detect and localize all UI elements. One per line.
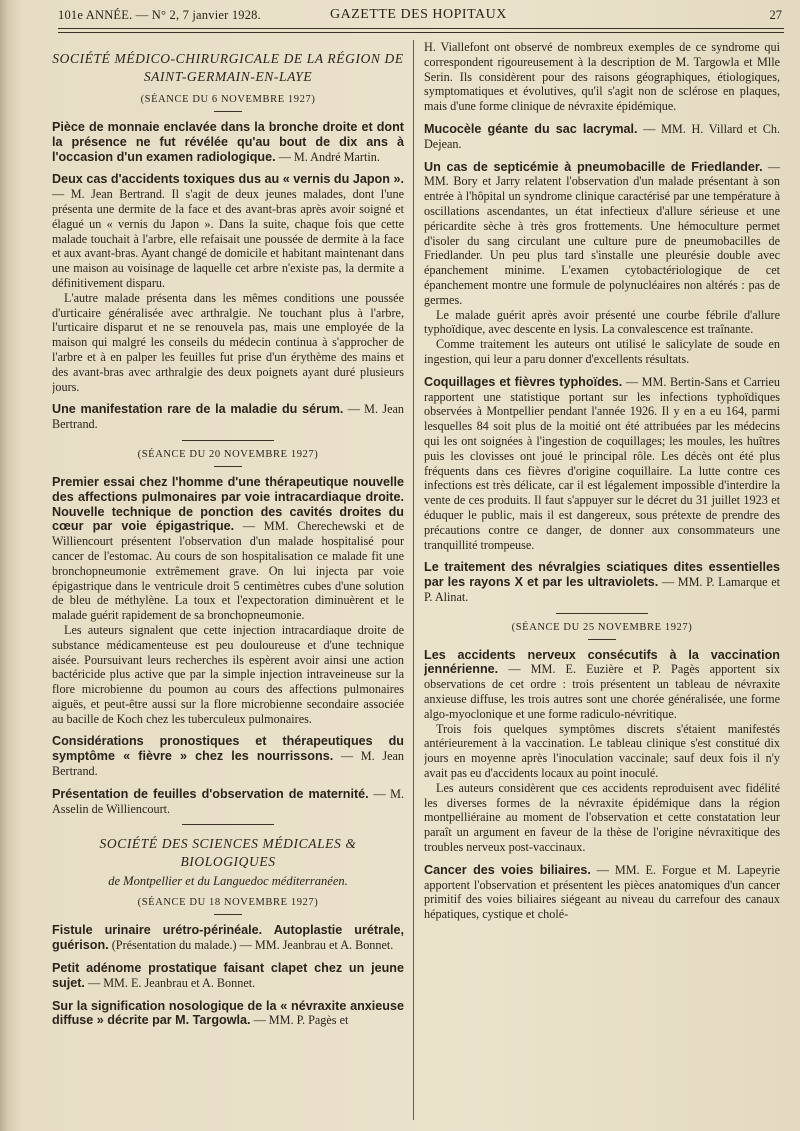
article-author: — MM. H. Villard et Ch. Dejean. [424,121,780,151]
divider [214,914,242,915]
article-title: Cancer des voies biliaires. [424,862,591,877]
article [424,863,780,922]
article-paragraph: Les auteurs considèrent que ces accidents reproduisent avec fidélité les diverses formes de la névraxite épidémique dans la région montpelliéraine au moment de l'observation et cette constatation leur paraît un argument en faveur de la thèse de l'origine névraxitique des troubles nerveux post-vaccinaux. [424,780,780,855]
header-journal-title: GAZETTE DES HOPITAUX [330,7,507,22]
article-text: — MM. E. Euzière et P. Pagès apportent six observations de cet ordre : trois présentent un tableau de névraxite anxieuse diffuse, les trois autres sont une chorée généralisée, une forme algo-myoclonique et une forme radiculo-névritique. [424,662,780,721]
article-title: Pièce de monnaie enclavée dans la bronche droite et dont la présence ne fut révélée qu'au bout de dix ans à l'occasion d'un examen radiologique. [52,120,404,164]
left-column [52,40,404,1120]
article-text: H. Viallefont ont observé de nombreux exemples de ce syndrome qui correspondent rigoureusement à la description de M. Targowla et Mlle Serin. Ils considèrent pour des raisons géographiques, étiologiques, symptomatiques et évolutives, qu'il s'agit non de sclérose en plaques, mais d'une forme clinique de névraxite épidémique. [424,40,780,114]
article-title: Le traitement des névralgies sciatiques dites essentielles par les rayons X et par les ultraviolets. [424,560,780,590]
article [52,961,404,991]
article-paragraph: Le malade guérit après avoir présenté une courbe fébrile d'allure typhoïdique, avec descente en lysis. La convalescence est traînante. [424,307,780,337]
article-text: — M. Jean Bertrand. Il s'agit de deux jeunes malades, dont l'une présenta une dermite de la face et des avant-bras après avoir soigné et élagué un « vernis du Japon ». Dans la suite, chaque fois que cette malade touchait à l'arbre, elle refaisait une poussée de dermite à la face et aux avant-bras. Ayant changé de domicile et habitant maintenant dans une maison au voisinage de laquelle cet arbre n'existe pas, la dermite a définitivement disparu. [52,187,404,290]
society-title: SOCIÉTÉ DES SCIENCES MÉDICALES & BIOLOGIQUES [99,836,357,870]
article-author: — MM. E. Jeanbrau et A. Bonnet. [87,975,256,990]
society-title: SOCIÉTÉ MÉDICO-CHIRURGICALE DE LA RÉGION DE SAINT-GERMAIN-EN-LAYE [52,51,404,84]
article-title: Mucocèle géante du sac lacrymal. [424,121,638,136]
article-paragraph: Trois fois quelques symptômes discrets s'étaient manifestés antérieurement à la vaccination. Le tableau clinique s'est constitué dix jours en moyenne après l'inoculation vaccinale; sauf deux fois il n'y avait pas eu d'accidents locaux au point inoculé. [424,721,780,781]
divider [182,824,274,825]
divider [556,613,648,614]
divider [214,466,242,467]
article [52,923,404,953]
header-page-number: 27 [769,8,782,22]
session-date: (SÉANCE DU 25 NOVEMBRE 1927) [511,621,693,633]
article-author: — MM. P. Lamarque et P. Alinat. [424,575,780,604]
article [424,648,780,855]
divider [214,111,242,112]
article-paragraph: Comme traitement les auteurs ont utilisé le salicylate de soude en ingestion, qui leur a paru donner d'excellents résultats. [424,337,780,366]
article [424,160,780,367]
article-title: Premier essai chez l'homme d'une thérapeutique nouvelle des affections pulmonaires par voie intracardiaque droite. Nouvelle technique de ponction des cavités droites du cœur par voie épigastrique. [52,474,404,534]
article [424,375,780,553]
article-author: — M. Jean Bertrand. [52,402,404,432]
article-title: Deux cas d'accidents toxiques dus au « vernis du Japon ». [52,172,404,187]
article-author: — M. Jean Bertrand. [52,749,404,779]
article-title: Petit adénome prostatique faisant clapet chez un jeune sujet. [52,961,404,990]
header-rule [58,28,784,29]
article-text: — MM. Bertin-Sans et Carrieu rapportent une statistique portant sur les infections typhoïdiques observées à Montpellier pendant l'année 1926. Il y en a eu 164, parmi lesquelles 84 soit plus de la moitié ont été attribuées par les médecins qui les ont soignées à l'ingestion de coquillages; les moules, les huîtres puis les clovisses ont joué le principal rôle. Les décès ont été plus fréquents dans ces fièvres d'origine coquillaire. La lutte contre ces infections est très délicate, car il est légalement impossible d'interdire la vente de ces produits. Il faut s'appuyer sur le décret du 31 juillet 1923 et éduquer le public, mais il est dangereux, sous prétexte de prendre des précautions contre ce danger, de donner aux consommateurs une tranquillité trompeuse. [424,374,780,552]
page-header [58,6,782,24]
society-subtitle: de Montpellier et du Languedoc méditerranéen. [108,874,348,889]
article [52,172,404,394]
session-date: (SÉANCE DU 20 NOVEMBRE 1927) [137,448,319,460]
session-date: (SÉANCE DU 6 NOVEMBRE 1927) [140,94,316,105]
header-rule-thin [58,32,784,33]
right-column [424,40,780,1120]
header-issue: 101e ANNÉE. — N° 2, 7 janvier 1928. [58,8,261,22]
article-title: Fistule urinaire urétro-périnéale. Autoplastie urétrale, guérison. [52,923,404,953]
article-author: — M. Asselin de Williencourt. [52,786,404,816]
column-divider [413,40,414,1120]
divider [588,639,616,640]
article-text: — MM. Cherechewski et de Williencourt présentent l'observation d'un malade hospitalisé pour cancer de l'estomac. Au cours de son hospitalisation ce malade fit une bronchopneumonie extrêmement grave. On lui injecta par voie épigastrique dans le ventricule droit 5 centimètres cubes d'une solution de bleu de méthylène. La toux et l'expectoration diminuèrent et le malade guérit rapidement de sa bronchopneumonie. [52,519,404,623]
article-text: — MM. E. Forgue et M. Lapeyrie apportent l'observation et présentent les pièces anatomiques d'un cancer primitif des voies biliaires siégeant au niveau du carrefour des canaux hépatiques, cystique et cholé- [424,862,780,922]
article-title: Sur la signification nosologique de la « névraxite anxieuse diffuse » décrite par M. Targowla. [52,998,404,1028]
article-title: Coquillages et fièvres typhoïdes. [424,374,623,389]
article [424,122,780,152]
article-title: Les accidents nerveux consécutifs à la vaccination jennérienne. [424,647,780,677]
article-paragraph: Les auteurs signalent que cette injection intracardiaque droite de substance médicamenteuse est peu douloureuse et d'une technique aisée. Poursuivant leurs recherches ils espèrent avoir ainsi une action bactéricide plus active que par la simple injection intraveineuse sur la flore microbienne du poumon au cours des affections pulmonaires aiguës, et peut-être aussi sur la flore microbienne secondaire associée au bacille de Koch chez les tuberculeux pulmonaires. [52,622,404,726]
article-author: — M. André Martin. [278,149,380,164]
article-author: — MM. P. Pagès et [253,1013,349,1028]
article [424,560,780,604]
article-text: — MM. Bory et Jarry relatent l'observation d'un malade présentant à son entrée à l'hôpital un syndrome clinique caractérisé par une température à oscillations ascendantes, un état infectieux d'allure sérieuse et une péricardite sèche à très gros frottements. Une hémoculture permet d'isoler du sang circulant une culture pure de pneumobacilles de Friedlander. Un peu plus tard s'installe une pleurésie double avec épanchement minime. L'examen cytobactériologique de cet épanchement montre une formule de polynucléaires non altérés : pas de germes. [424,159,780,307]
article-paragraph: L'autre malade présenta dans les mêmes conditions une poussée d'urticaire généralisée avec arthralgie. Ne touchant plus à l'arbre, l'urticaire disparut et ne se renouvela pas, mais une employée de la maison qui malgré les conseils du médecin continua à s'approcher de l'arbre et à en palper les feuilles fut prise d'un érythème des mains et des avant-bras avec arthralgie des deux poignets ayant duré plusieurs jours. [52,290,404,394]
article-title: Un cas de septicémie à pneumobacille de Friedlander. [424,159,763,174]
article-title: Considérations pronostiques et thérapeutiques du symptôme « fièvre » chez les nourrissons. [52,734,404,764]
article [52,734,404,778]
divider [182,440,274,441]
article [52,787,404,817]
session-date: (SÉANCE DU 18 NOVEMBRE 1927) [137,897,319,909]
article-title: Une manifestation rare de la maladie du sérum. [52,402,344,417]
article [52,475,404,727]
article-author: (Présentation du malade.) — MM. Jeanbrau et A. Bonnet. [111,938,394,953]
article [52,402,404,432]
article [52,120,404,164]
article [52,999,404,1029]
article-title: Présentation de feuilles d'observation de maternité. [52,786,369,801]
article-continuation [424,40,780,114]
